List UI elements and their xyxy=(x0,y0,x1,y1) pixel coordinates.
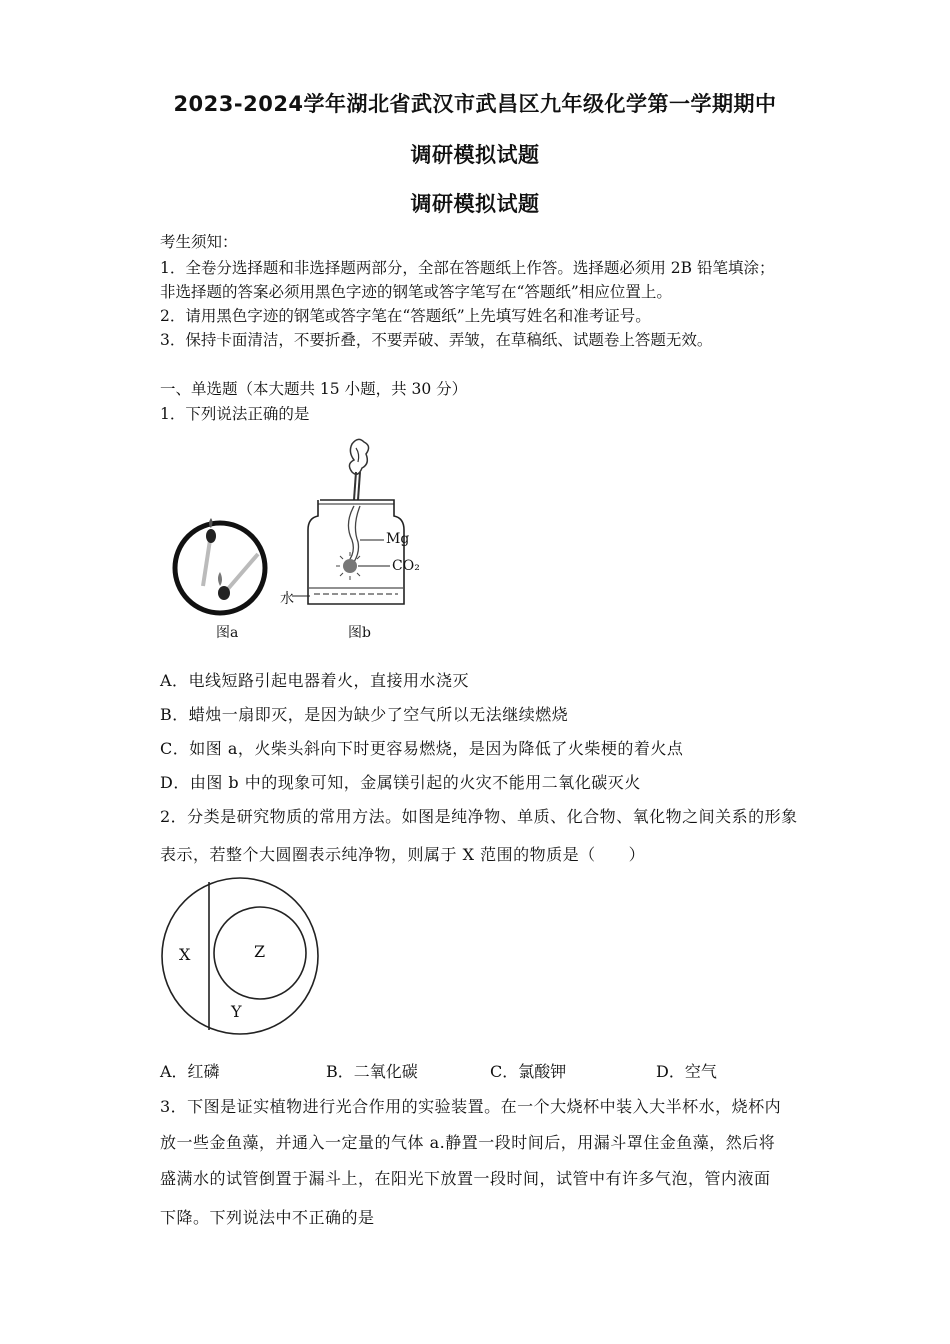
question-1-option-b: B．蜡烛一扇即灭，是因为缺少了空气所以无法继续燃烧 xyxy=(160,705,569,724)
page-title-line1: 2023-2024学年湖北省武汉市武昌区九年级化学第一学期期中 xyxy=(173,92,777,116)
question-1-stem: 1．下列说法正确的是 xyxy=(160,405,310,423)
question-3-stem-line1: 3．下图是证实植物进行光合作用的实验装置。在一个大烧杯中装入大半杯水，烧杯内 xyxy=(160,1097,782,1116)
question-1-option-a: A．电线短路引起电器着火，直接用水浇灭 xyxy=(160,671,470,690)
figure-label-y: Y xyxy=(231,1002,242,1021)
page-title-line2: 调研模拟试题 xyxy=(410,143,540,167)
figure-b-water-label: 水 xyxy=(280,591,294,607)
notice-item-1b: 非选择题的答案必须用黑色字迹的钢笔或答字笔写在“答题纸”相应位置上。 xyxy=(160,283,672,301)
question-2-option-a: A．红磷 xyxy=(160,1062,220,1081)
figure-b-co2-label: CO₂ xyxy=(392,558,420,574)
question-2-option-b: B．二氧化碳 xyxy=(326,1062,418,1081)
section-heading: 一、单选题（本大题共 15 小题，共 30 分） xyxy=(160,380,468,398)
question-3-stem-line2: 放一些金鱼藻，并通入一定量的气体 a.静置一段时间后，用漏斗罩住金鱼藻，然后将 xyxy=(160,1133,776,1152)
question-3-stem-line4: 下降。下列说法中不正确的是 xyxy=(160,1208,375,1227)
question-2-stem-line2: 表示，若整个大圆圈表示纯净物，则属于 X 范围的物质是（ ） xyxy=(160,845,646,864)
question-2-option-c: C．氯酸钾 xyxy=(490,1062,567,1081)
figure-label-x: X xyxy=(179,945,191,964)
figure-b-label: 图b xyxy=(348,625,371,641)
page-subtitle: 调研模拟试题 xyxy=(410,192,540,216)
question-2-option-d: D．空气 xyxy=(656,1062,717,1081)
notice-heading: 考生须知： xyxy=(160,233,238,251)
figure-b-jar-illustration xyxy=(300,434,430,609)
figure-a-match-illustration xyxy=(170,518,270,618)
notice-item-2: 2．请用黑色字迹的钢笔或答字笔在“答题纸”上先填写姓名和准考证号。 xyxy=(160,307,651,325)
question-2-stem-line1: 2．分类是研究物质的常用方法。如图是纯净物、单质、化合物、氧化物之间关系的形象 xyxy=(160,807,798,826)
question-3-stem-line3: 盛满水的试管倒置于漏斗上，在阳光下放置一段时间，试管中有许多气泡，管内液面 xyxy=(160,1169,771,1188)
question-1-option-c: C．如图 a，火柴头斜向下时更容易燃烧，是因为降低了火柴梗的着火点 xyxy=(160,739,684,758)
figure-a-label: 图a xyxy=(216,625,239,641)
question-1-option-d: D．由图 b 中的现象可知，金属镁引起的火灾不能用二氧化碳灭火 xyxy=(160,773,641,792)
figure-b-mg-label: Mg xyxy=(386,531,410,547)
notice-item-1a: 1．全卷分选择题和非选择题两部分，全部在答题纸上作答。选择题必须用 2B 铅笔填涂； xyxy=(160,259,775,277)
figure-label-z: Z xyxy=(254,942,266,961)
notice-item-3: 3．保持卡面清洁，不要折叠，不要弄破、弄皱，在草稿纸、试题卷上答题无效。 xyxy=(160,331,713,349)
